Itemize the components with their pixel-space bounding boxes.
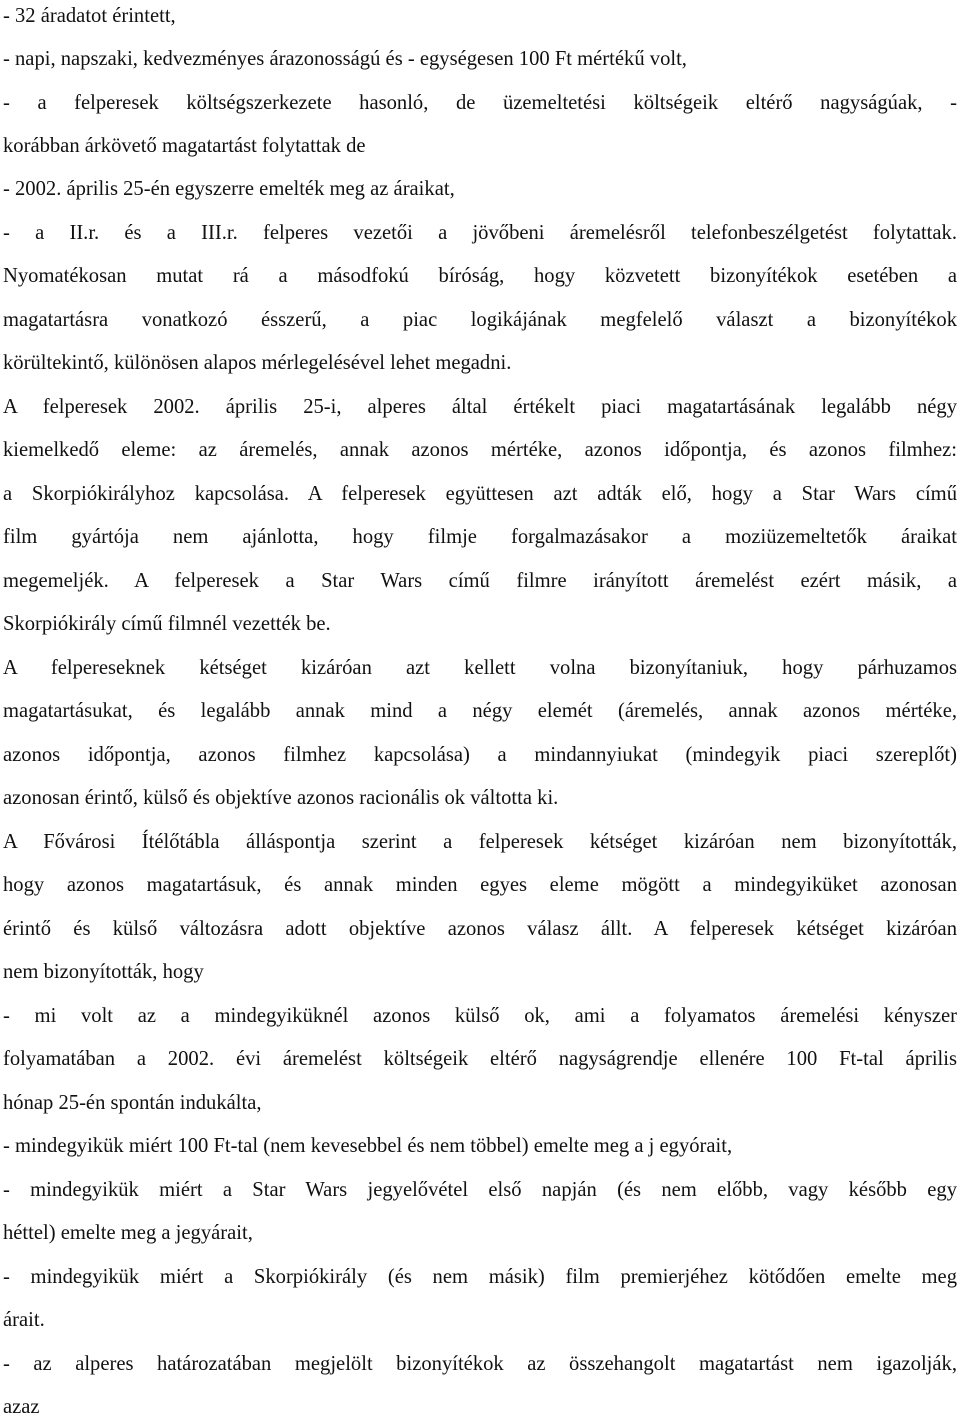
text-line: árait. (3, 1309, 45, 1331)
text-line: film gyártója nem ajánlotta, hogy filmje forgalmazásakor a moziüzemeltetők áraikat (3, 526, 957, 548)
text-line: Skorpiókirály című filmnél vezették be. (3, 613, 331, 635)
text-line: nem bizonyították, hogy (3, 961, 204, 983)
text-line: A Fővárosi Ítélőtábla álláspontja szerint a felperesek kétséget kizáróan nem bizonyították, (3, 831, 957, 853)
text-line: Nyomatékosan mutat rá a másodfokú bíróság, hogy közvetett bizonyítékok esetében a (3, 265, 957, 287)
text-line: - mindegyikük miért 100 Ft-tal (nem kevesebbel és nem többel) emelte meg a j egyórait, (3, 1135, 733, 1157)
text-line: magatartásra vonatkozó ésszerű, a piac logikájának megfelelő választ a bizonyítékok (3, 309, 957, 331)
text-line: azonosan érintő, külső és objektíve azonos racionális ok váltotta ki. (3, 787, 559, 809)
text-line: A felperesek 2002. április 25-i, alperes által értékelt piaci magatartásának legalább négy (3, 396, 957, 418)
text-line: - napi, napszaki, kedvezményes árazonosságú és - egységesen 100 Ft mértékű volt, (3, 48, 687, 70)
text-line: kiemelkedő eleme: az áremelés, annak azonos mértéke, azonos időpontja, és azonos filmhez: (3, 439, 957, 461)
text-line: A felpereseknek kétséget kizáróan azt kellett volna bizonyítaniuk, hogy párhuzamos (3, 657, 957, 679)
text-line: körültekintő, különösen alapos mérlegelésével lehet megadni. (3, 352, 512, 374)
text-line: - a II.r. és a III.r. felperes vezetői a jövőbeni áremelésről telefonbeszélgetést folytattak. (3, 222, 957, 244)
text-line: megemeljék. A felperesek a Star Wars című filmre irányított áremelést ezért másik, a (3, 570, 957, 592)
text-line: azaz (3, 1396, 40, 1418)
text-line: hónap 25-én spontán indukálta, (3, 1092, 262, 1114)
text-line: - a felperesek költségszerkezete hasonló, de üzemeltetési költségeik eltérő nagyságúak, - (3, 92, 957, 114)
text-line: - 2002. április 25-én egyszerre emelték meg az áraikat, (3, 178, 455, 200)
text-line: - mindegyikük miért a Skorpiókirály (és nem másik) film premierjéhez kötődően emelte meg (3, 1266, 957, 1288)
text-line: érintő és külső változásra adott objektíve azonos válasz állt. A felperesek kétséget kizáróan (3, 918, 957, 940)
text-line: hogy azonos magatartásuk, és annak minden egyes eleme mögött a mindegyiküket azonosan (3, 874, 957, 896)
text-line: - mi volt az a mindegyiküknél azonos külső ok, ami a folyamatos áremelési kényszer (3, 1005, 957, 1027)
text-line: - 32 áradatot érintett, (3, 5, 176, 27)
text-line: magatartásukat, és legalább annak mind a négy elemét (áremelés, annak azonos mértéke, (3, 700, 957, 722)
text-line: héttel) emelte meg a jegyárait, (3, 1222, 253, 1244)
text-line: - mindegyikük miért a Star Wars jegyelővétel első napján (és nem előbb, vagy később egy (3, 1179, 957, 1201)
text-line: a Skorpiókirályhoz kapcsolása. A felperesek együttesen azt adták elő, hogy a Star Wars című (3, 483, 957, 505)
text-line: - az alperes határozatában megjelölt bizonyítékok az összehangolt magatartást nem igazolják, (3, 1353, 957, 1375)
text-line: folyamatában a 2002. évi áremelést költségeik eltérő nagyságrendje ellenére 100 Ft-tal április (3, 1048, 957, 1070)
text-line: korábban árkövető magatartást folytattak de (3, 135, 366, 157)
text-line: azonos időpontja, azonos filmhez kapcsolása) a mindannyiukat (mindegyik piaci szereplőt) (3, 744, 957, 766)
